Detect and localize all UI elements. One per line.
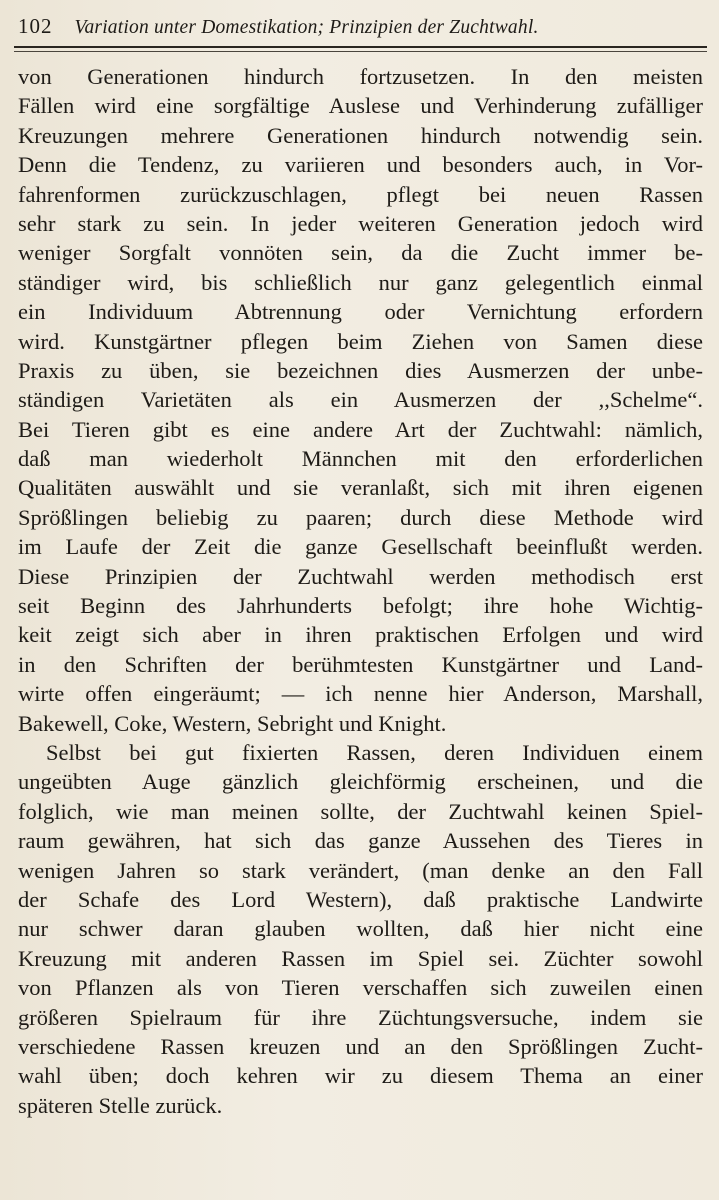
- paragraph: [18, 62, 703, 738]
- text-line: verschiedene Rassen kreuzen und an den Sprößlingen Zucht-: [18, 1033, 703, 1059]
- text-line: raum gewähren, hat sich das ganze Aussehen des Tieres in: [18, 828, 703, 854]
- text-line: größeren Spielraum für ihre Züchtungsversuche, indem sie: [18, 1004, 703, 1030]
- header-rule-thin: [14, 51, 707, 52]
- text-line: ständiger wird, bis schließlich nur ganz gelegentlich einmal: [18, 269, 703, 295]
- text-line: von Pflanzen als von Tieren verschaffen sich zuweilen einen: [18, 975, 703, 1001]
- paragraph: [18, 738, 703, 1120]
- text-line: sehr stark zu sein. In jeder weiteren Generation jedoch wird: [18, 210, 703, 236]
- text-line: Kreuzung mit anderen Rassen im Spiel sei. Züchter sowohl: [18, 945, 703, 971]
- running-head-title: Variation unter Domestikation; Prinzipien der Zuchtwahl.: [74, 17, 539, 38]
- text-line: fahrenformen zurückzuschlagen, pflegt bei neuen Rassen: [18, 181, 703, 207]
- text-line: seit Beginn des Jahrhunderts befolgt; ihre hohe Wichtig-: [18, 593, 703, 619]
- text-line: Qualitäten auswählt und sie veranlaßt, sich mit ihren eigenen: [18, 475, 703, 501]
- running-head: [18, 14, 705, 44]
- text-line: von Generationen hindurch fortzusetzen. In den meisten: [18, 64, 703, 89]
- text-line: keit zeigt sich aber in ihren praktischen Erfolgen und wird: [18, 622, 703, 648]
- text-line: Selbst bei gut fixierten Rassen, deren Individuen einem: [46, 739, 703, 765]
- text-line: folglich, wie man meinen sollte, der Zuchtwahl keinen Spiel-: [18, 798, 703, 824]
- text-line: späteren Stelle zurück.: [18, 1092, 223, 1118]
- text-line: ungeübten Auge gänzlich gleichförmig erscheinen, und die: [18, 769, 703, 795]
- text-line: Fällen wird eine sorgfältige Auslese und Verhinderung zufälliger: [18, 93, 703, 119]
- text-line: daß man wiederholt Männchen mit den erforderlichen: [18, 446, 703, 472]
- text-line: wahl üben; doch kehren wir zu diesem Thema an einer: [18, 1063, 703, 1089]
- text-line: weniger Sorgfalt vonnöten sein, da die Zucht immer be-: [18, 240, 703, 266]
- text-line: Sprößlingen beliebig zu paaren; durch diese Methode wird: [18, 504, 703, 530]
- text-line: wird. Kunstgärtner pflegen beim Ziehen von Samen diese: [18, 328, 703, 354]
- text-line: Diese Prinzipien der Zuchtwahl werden methodisch erst: [18, 563, 703, 589]
- text-line: in den Schriften der berühmtesten Kunstgärtner und Land-: [18, 651, 703, 677]
- page-number: 102: [18, 14, 53, 38]
- text-line: nur schwer daran glauben wollten, daß hier nicht eine: [18, 916, 703, 942]
- text-line: im Laufe der Zeit die ganze Gesellschaft beeinflußt werden.: [18, 534, 703, 560]
- text-line: Bei Tieren gibt es eine andere Art der Zuchtwahl: nämlich,: [18, 416, 703, 442]
- text-line: wenigen Jahren so stark verändert, (man denke an den Fall: [18, 857, 703, 883]
- text-line: der Schafe des Lord Western), daß praktische Landwirte: [18, 886, 703, 912]
- text-line: wirte offen eingeräumt; — ich nenne hier Anderson, Marshall,: [18, 681, 703, 707]
- text-line: ein Individuum Abtrennung oder Vernichtung erfordern: [18, 299, 703, 325]
- header-rule: [14, 46, 707, 48]
- text-line: Kreuzungen mehrere Generationen hindurch notwendig sein.: [18, 122, 703, 148]
- text-line: Denn die Tendenz, zu variieren und besonders auch, in Vor-: [18, 152, 703, 178]
- text-line: Bakewell, Coke, Western, Sebright und Knight.: [18, 710, 447, 736]
- text-line: ständigen Varietäten als ein Ausmerzen der ,,Schelme“.: [18, 387, 703, 413]
- text-line: Praxis zu üben, sie bezeichnen dies Ausmerzen der unbe-: [18, 357, 703, 383]
- body-text: [18, 62, 703, 1120]
